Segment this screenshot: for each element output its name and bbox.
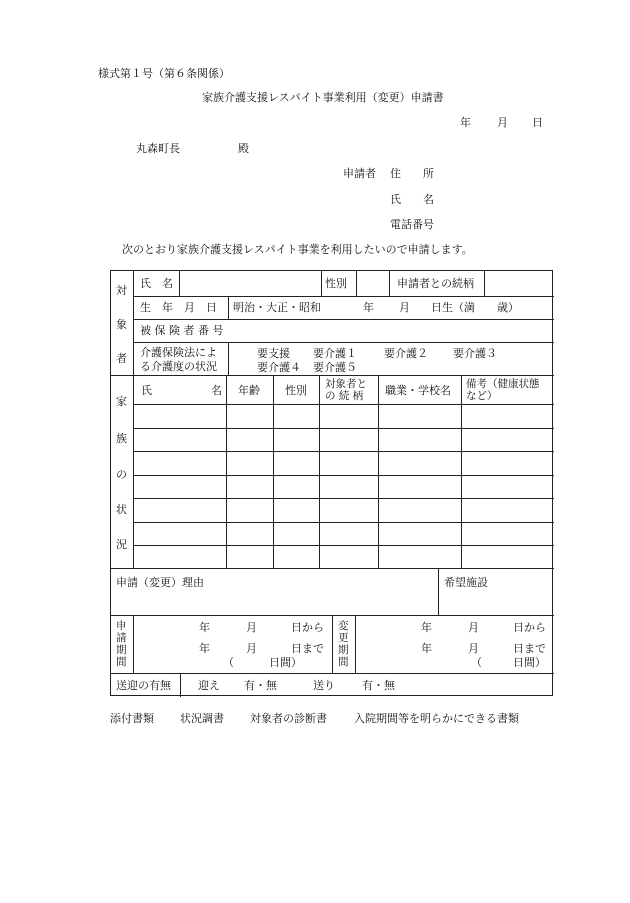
- transport-pickup-label: 迎え: [198, 679, 220, 692]
- target-relation-field[interactable]: [485, 272, 553, 295]
- care-level-4: 要介護４: [257, 361, 301, 374]
- period-from-month: 月: [246, 621, 257, 634]
- form-number: 様式第１号（第６条関係）: [98, 67, 230, 80]
- attachment-item-3: 入院期間等を明らかにできる書類: [354, 712, 519, 725]
- change-to-day: 日まで: [513, 642, 546, 655]
- transport-dropoff-option[interactable]: 有・無: [362, 679, 395, 692]
- family-header-name-1: 氏: [141, 384, 152, 397]
- family-section-char-3: の: [116, 468, 127, 481]
- change-label-char-3: 期: [338, 644, 349, 656]
- change-from-year: 年: [421, 621, 432, 634]
- facility-label: 希望施設: [444, 576, 488, 589]
- change-label-char-4: 間: [338, 656, 349, 668]
- family-header-job: 職業・学校名: [385, 384, 451, 397]
- attachments-label: 添付書類: [110, 712, 154, 725]
- target-relation-label: 申請者との続柄: [397, 277, 474, 290]
- family-header-gender: 性別: [285, 384, 307, 397]
- period-days: 日間）: [269, 656, 302, 669]
- family-header-name-2: 名: [211, 384, 222, 397]
- applicant-phone-label: 電話番号: [390, 218, 434, 231]
- applicant-name-label: 氏 名: [390, 193, 434, 206]
- addressee-name: 丸森町長: [136, 142, 180, 155]
- period-from-day: 日から: [291, 621, 324, 634]
- family-header-age: 年齢: [238, 384, 260, 397]
- change-days: 日間）: [513, 656, 546, 669]
- application-form-table: [110, 270, 553, 696]
- family-header-remarks-2: など）: [466, 390, 498, 402]
- change-to-year: 年: [421, 642, 432, 655]
- transport-label: 送迎の有無: [116, 679, 171, 692]
- target-section-char-1: 対: [116, 284, 127, 297]
- care-status-label-line2: る介護度の状況: [140, 360, 217, 373]
- period-to-month: 月: [246, 642, 257, 655]
- birth-date-label: 生 年 月 日: [140, 301, 217, 314]
- change-label-char-1: 変: [338, 620, 349, 632]
- insured-number-field[interactable]: [229, 320, 553, 341]
- care-level-3: 要介護３: [453, 347, 497, 360]
- birth-year-label: 年: [363, 301, 374, 314]
- care-level-support: 要支援: [257, 347, 290, 360]
- birth-month-label: 月: [399, 301, 410, 314]
- period-to-day: 日まで: [291, 642, 324, 655]
- period-label-char-4: 間: [116, 656, 127, 668]
- birth-age-label: 歳）: [497, 301, 519, 314]
- attachment-item-2: 対象者の診断書: [250, 712, 327, 725]
- change-from-day: 日から: [513, 621, 546, 634]
- form-title: 家族介護支援レスパイト事業利用（変更）申請書: [202, 91, 444, 104]
- transport-pickup-option[interactable]: 有・無: [244, 679, 277, 692]
- period-label-char-1: 申: [116, 620, 127, 632]
- target-section-char-2: 象: [116, 318, 127, 331]
- family-section-char-2: 族: [116, 432, 127, 445]
- reason-label: 申請（変更）理由: [116, 576, 204, 589]
- family-section-char-4: 状: [116, 503, 127, 516]
- target-gender-label: 性別: [325, 277, 347, 290]
- period-to-year: 年: [199, 642, 210, 655]
- family-header-remarks-1: 備考（健康状態: [466, 378, 540, 390]
- addressee-honorific: 殿: [238, 142, 249, 155]
- care-level-1: 要介護１: [313, 347, 357, 360]
- date-month: 月: [497, 116, 508, 129]
- applicant-address-label: 住 所: [390, 167, 434, 180]
- change-from-month: 月: [468, 621, 479, 634]
- period-from-year: 年: [199, 621, 210, 634]
- insured-number-label: 被 保 険 者 番 号: [140, 324, 224, 337]
- period-days-open: （: [223, 656, 234, 669]
- birth-day-label: 日生（満: [431, 301, 475, 314]
- attachment-item-1: 状況調書: [180, 712, 224, 725]
- date-year: 年: [460, 116, 471, 129]
- care-level-5: 要介護５: [313, 361, 357, 374]
- target-section-char-3: 者: [116, 352, 127, 365]
- period-label-char-3: 期: [116, 644, 127, 656]
- birth-era: 明治・大正・昭和: [233, 301, 321, 314]
- target-name-field[interactable]: [180, 272, 320, 295]
- intro-text: 次のとおり家族介護支援レスパイト事業を利用したいので申請します。: [122, 243, 473, 256]
- family-section-char-5: 況: [116, 538, 127, 551]
- target-name-label: 氏 名: [140, 277, 173, 290]
- transport-dropoff-label: 送り: [313, 679, 335, 692]
- family-header-relation-1: 対象者と: [325, 378, 367, 390]
- change-to-month: 月: [468, 642, 479, 655]
- change-days-open: （: [471, 656, 482, 669]
- date-day: 日: [532, 116, 543, 129]
- care-status-label-line1: 介護保険法によ: [140, 346, 217, 359]
- change-label-char-2: 更: [338, 632, 349, 644]
- family-header-relation-2: の 続 柄: [325, 390, 364, 402]
- period-label-char-2: 請: [116, 632, 127, 644]
- target-gender-field[interactable]: [357, 272, 388, 295]
- family-section-char-1: 家: [116, 395, 127, 408]
- applicant-label: 申請者: [343, 167, 376, 180]
- care-level-2: 要介護２: [384, 347, 428, 360]
